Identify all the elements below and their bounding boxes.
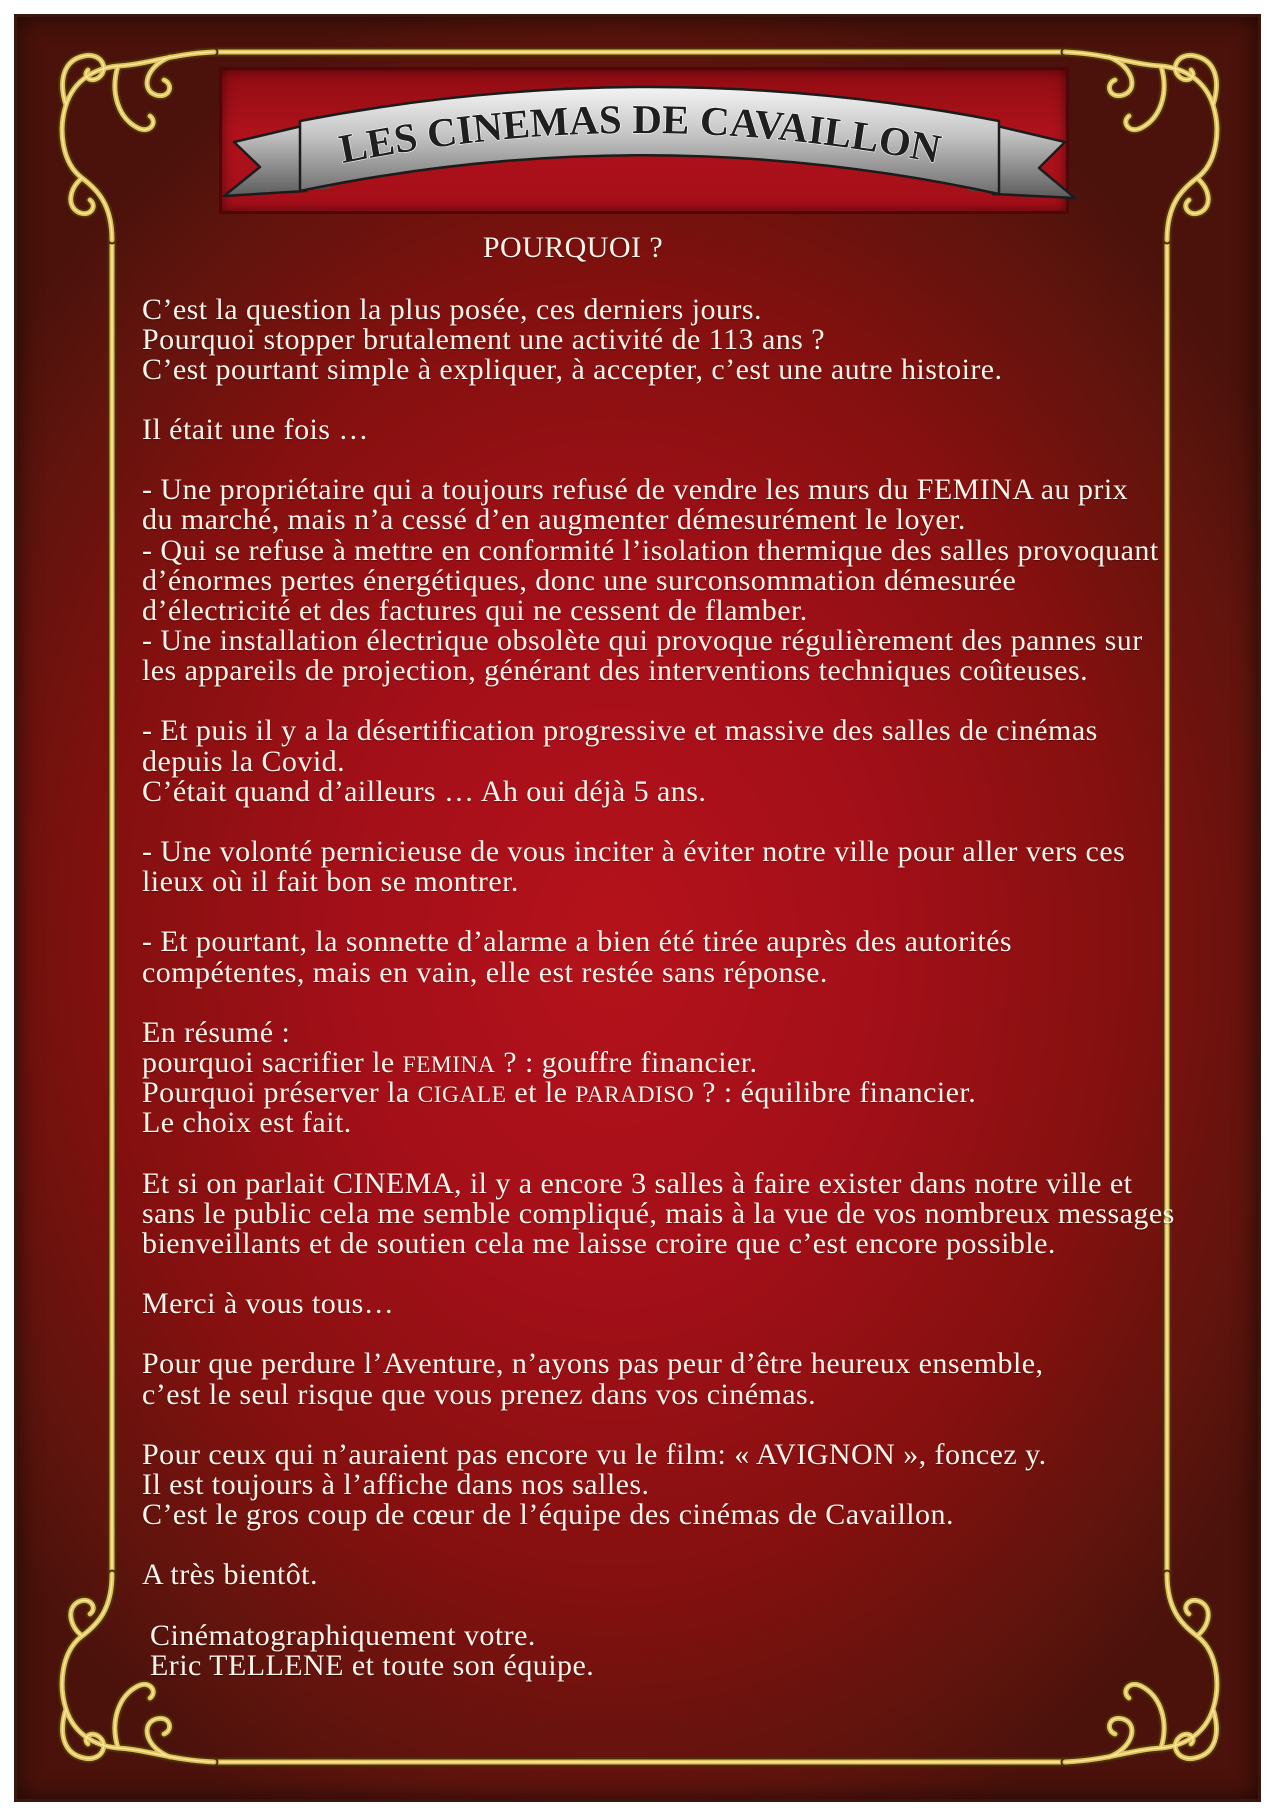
summary-heading: En résumé : (142, 1015, 291, 1049)
corner-scroll-top-left (62, 52, 214, 240)
summary-text: Pourquoi préserver la (142, 1076, 418, 1110)
letter-line: Il est toujours à l’affiche dans nos salles. (142, 1467, 650, 1501)
letter-line: Il était une fois … (142, 413, 369, 447)
summary-conclusion: Le choix est fait. (142, 1106, 352, 1140)
paragraph-spacer (142, 385, 1162, 415)
paragraph-spacer (142, 1410, 1162, 1440)
corner-scroll-top-right (1065, 52, 1217, 240)
letter-line: C’est pourtant simple à expliquer, à accepter, c’est une autre histoire. (142, 352, 1003, 386)
letter-line: - Et pourtant, la sonnette d’alarme a bien été tirée auprès des autorités (142, 925, 1013, 959)
paragraph-spacer (142, 1259, 1162, 1289)
summary-others-line (142, 1078, 1162, 1108)
letter-body (142, 292, 1175, 1682)
letter-line: C’est la question la plus posée, ces derniers jours. (142, 292, 762, 326)
letter-line: compétentes, mais en vain, elle est restée sans réponse. (142, 955, 828, 989)
ribbon-tail-left (224, 126, 306, 196)
letter-line: Pourquoi stopper brutalement une activité de 113 ans ? (142, 322, 826, 356)
page-title: POURQUOI ? (482, 231, 664, 264)
paragraph-attendance (142, 716, 1162, 806)
letter-line: depuis la Covid. (142, 744, 346, 778)
venue-name-femina: FEMINA (402, 1052, 496, 1079)
paragraph-thanks (142, 1289, 1162, 1319)
signature-name: Eric TELLENE et toute son équipe. (150, 1648, 595, 1682)
paragraph-farewell (142, 1560, 1162, 1590)
letter-line: sans le public cela me semble compliqué, mais à la vue de vos nombreux messages (142, 1196, 1175, 1230)
paragraph-spacer (142, 807, 1162, 837)
letter-line: - Et puis il y a la désertification progressive et massive des salles de cinémas (142, 714, 1098, 748)
letter-line: du marché, mais n’a cessé d’en augmenter démesurément le loyer. (142, 503, 966, 537)
paragraph-spacer (142, 897, 1162, 927)
paragraph-intro (142, 292, 1162, 386)
letter-line: bienveillants et de soutien cela me laisse croire que c’est encore possible. (142, 1226, 1056, 1260)
letter-line: les appareils de projection, générant des interventions techniques coûteuses. (142, 654, 1089, 688)
summary-text: ? : gouffre financier. (495, 1046, 758, 1080)
letter-line: C’est le gros coup de cœur de l’équipe des cinémas de Cavaillon. (142, 1498, 954, 1532)
paragraph-once-upon (142, 415, 1162, 445)
letter-line: - Qui se refuse à mettre en conformité l’isolation thermique des salles provoquant (142, 533, 1159, 567)
letter-line: lieux où il fait bon se montrer. (142, 865, 519, 899)
summary-text: et le (506, 1076, 576, 1110)
title-ribbon (224, 87, 1075, 198)
letter-line: - Une propriétaire qui a toujours refusé de vendre les murs du FEMINA au prix (142, 473, 1129, 507)
ribbon-tail-right (993, 126, 1075, 198)
paragraph-alarm (142, 927, 1162, 987)
venue-name-cigale: CIGALE (417, 1082, 507, 1109)
paragraph-film (142, 1437, 1162, 1532)
signature-closing: Cinématographiquement votre. (150, 1618, 536, 1652)
paragraph-spacer (142, 1319, 1162, 1349)
letter-line: Merci à vous tous… (142, 1287, 395, 1321)
paragraph-cinema (142, 1166, 1175, 1260)
paragraph-owner-issues (142, 475, 1162, 686)
letter-line: Pour que perdure l’Aventure, n’ayons pas peur d’être heureux ensemble, (142, 1347, 1044, 1381)
venue-name-paradiso: PARADISO (575, 1082, 695, 1109)
paragraph-competition (142, 837, 1162, 897)
summary-text: ? : équilibre financier. (694, 1076, 977, 1110)
letter-line: Pour ceux qui n’auraient pas encore vu le film: « AVIGNON », foncez y. (142, 1437, 1047, 1471)
signature-block (142, 1618, 1162, 1682)
summary-femina-line (142, 1048, 1162, 1078)
letter-line: C’était quand d’ailleurs … Ah oui déjà 5 ans. (142, 774, 707, 808)
paragraph-adventure (142, 1349, 1162, 1409)
summary-text: pourquoi sacrifier le (142, 1046, 403, 1080)
banner-title-text: LES CINEMAS DE CAVAILLON (335, 95, 945, 173)
paragraph-spacer (142, 686, 1162, 716)
letter-line: Et si on parlait CINEMA, il y a encore 3 salles à faire exister dans notre ville et (142, 1166, 1133, 1200)
paragraph-spacer (142, 1591, 1162, 1621)
paragraph-spacer (142, 1530, 1162, 1560)
paragraph-spacer (142, 1138, 1162, 1168)
letter-line: d’énormes pertes énergétiques, donc une surconsommation démesurée (142, 563, 1017, 597)
letter-line: - Une volonté pernicieuse de vous inciter à éviter notre ville pour aller vers ces (142, 835, 1126, 869)
paragraph-summary (142, 1015, 1162, 1140)
letter-line: A très bientôt. (142, 1558, 318, 1592)
letter-line: c’est le seul risque que vous prenez dans vos cinémas. (142, 1377, 817, 1411)
letter-line: - Une installation électrique obsolète qui provoque régulièrement des pannes sur (142, 624, 1143, 658)
paragraph-spacer (142, 445, 1162, 475)
letter-line: d’électricité et des factures qui ne cessent de flamber. (142, 593, 808, 627)
paragraph-spacer (142, 988, 1162, 1018)
